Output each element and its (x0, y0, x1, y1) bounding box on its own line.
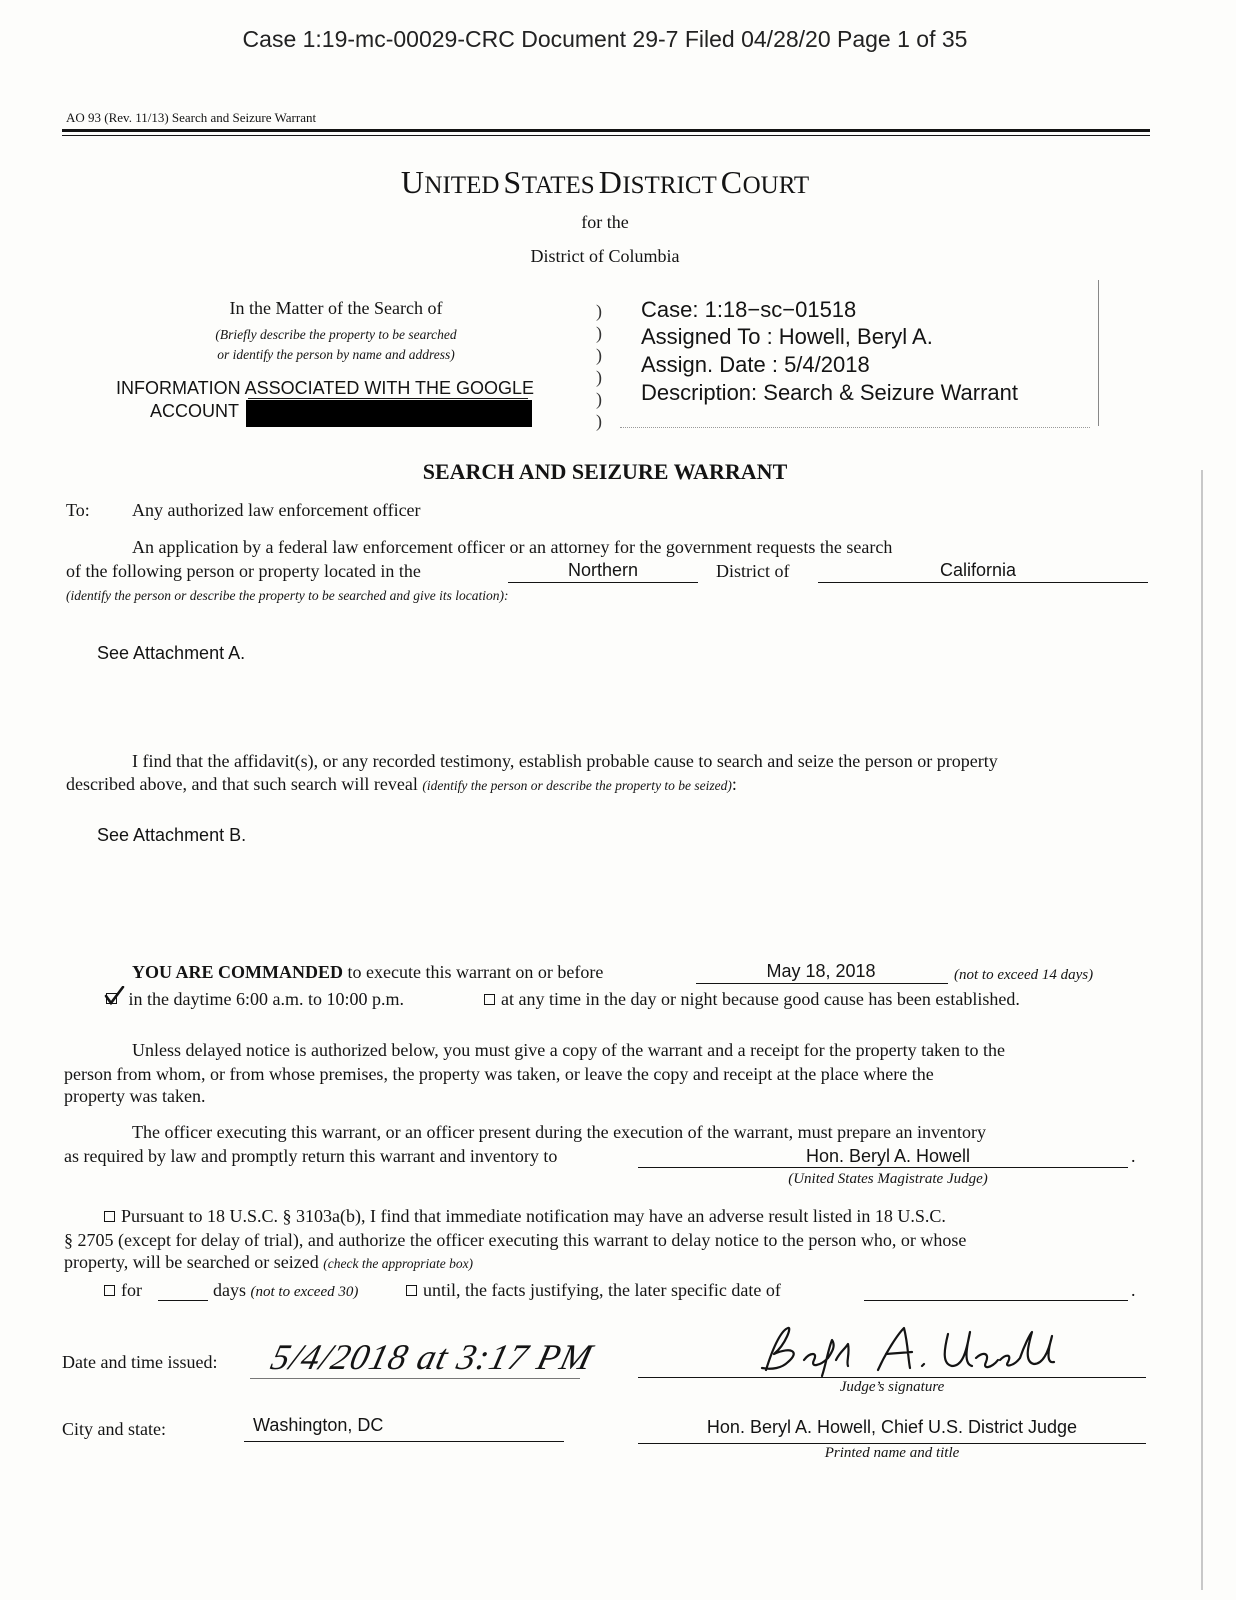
district-of-label: District of (716, 561, 790, 581)
issued-line (250, 1378, 580, 1379)
form-id: AO 93 (Rev. 11/13) Search and Seizure Warrant (66, 110, 317, 125)
for-the: for the (581, 212, 629, 232)
assigned-to: Assigned To : Howell, Beryl A. (641, 324, 933, 349)
delay-line-1: Pursuant to 18 U.S.C. § 3103a(b), I find that immediate notification may have an adverse result listed in 18 U.S.C. (104, 1206, 946, 1227)
matter-subject-line-2: ACCOUNT (150, 401, 239, 421)
checkbox-delay[interactable] (104, 1211, 115, 1222)
assign-date: Assign. Date : 5/4/2018 (641, 352, 870, 377)
inventory-caption: (United States Magistrate Judge) (788, 1171, 988, 1187)
inventory-recipient-line (638, 1167, 1128, 1168)
matter-subject-line-1: INFORMATION ASSOCIATED WITH THE GOOGLE (116, 378, 535, 398)
printed-name-caption: Printed name and title (824, 1445, 960, 1461)
checkbox-daytime-checked[interactable] (104, 990, 124, 1006)
district-value-line (508, 582, 698, 583)
to-value: Any authorized law enforcement officer (132, 500, 421, 520)
finding-line-2: described above, and that such search will reveal (identify the person or describe the property to be seized): (66, 774, 737, 794)
warrant-title: SEARCH AND SEIZURE WARRANT (422, 459, 788, 484)
stamp-border-bottom (620, 427, 1090, 428)
header-rule-thick (62, 129, 1150, 132)
redaction-box (246, 400, 532, 427)
scan-edge (1201, 470, 1203, 1590)
checkmark-icon (104, 986, 126, 1006)
application-line-1: An application by a federal law enforcement officer or an attorney for the government requests the search (132, 537, 893, 557)
option-anytime: at any time in the day or night because good cause has been established. (484, 989, 1020, 1010)
header-rule-thin (62, 135, 1150, 136)
command-date-line (696, 983, 948, 984)
city-line (244, 1441, 564, 1442)
delay-until-option: until, the facts justifying, the later specific date of (406, 1280, 781, 1301)
checkbox-delay-until[interactable] (406, 1285, 417, 1296)
judge-signature-line (638, 1377, 1146, 1378)
case-number: Case: 1:18−sc−01518 (641, 297, 857, 322)
court-word-3: DISTRICT (598, 164, 717, 200)
matter-instruction-1: (Briefly describe the property to be searched (215, 327, 457, 342)
option-daytime: in the daytime 6:00 a.m. to 10:00 p.m. (104, 989, 404, 1010)
delay-days-input-line[interactable] (158, 1300, 208, 1301)
application-line-2: of the following person or property located in the (66, 561, 421, 581)
finding-line-1: I find that the affidavit(s), or any recorded testimony, establish probable cause to search and seize the person or property (132, 751, 998, 771)
court-word-2: STATES (503, 164, 595, 200)
stamp-border-right (1098, 280, 1099, 426)
inventory-line-1: The officer executing this warrant, or an officer present during the execution of the warrant, must prepare an inventory (132, 1122, 987, 1142)
application-instruction: (identify the person or describe the property to be searched and give its location): (66, 588, 509, 603)
delay-period: . (1131, 1280, 1136, 1300)
district-value: Northern (567, 560, 639, 580)
delay-for-option: for (104, 1280, 142, 1301)
command-line: YOU ARE COMMANDED to execute this warrant on or before (132, 962, 604, 982)
inventory-line-2: as required by law and promptly return this warrant and inventory to (64, 1146, 558, 1166)
delay-line-3: property, will be searched or seized (check the appropriate box) (64, 1252, 474, 1272)
paren-column: ) ) ) ) ) ) (596, 301, 602, 431)
judge-signature-caption: Judge’s signature (839, 1379, 945, 1395)
inventory-period: . (1131, 1146, 1136, 1166)
district-name: District of Columbia (530, 246, 680, 266)
attachment-a: See Attachment A. (97, 643, 246, 663)
matter-instruction-2: or identify the person by name and address) (217, 347, 455, 362)
notice-line-2: person from whom, or from whose premises, the property was taken, or leave the copy and receipt at the place where the (64, 1064, 934, 1084)
attachment-b: See Attachment B. (97, 825, 247, 845)
to-label: To: (66, 500, 90, 520)
judge-signature-scribble (752, 1324, 1062, 1380)
city-label: City and state: (62, 1419, 166, 1439)
court-title (0, 164, 1210, 201)
issued-label: Date and time issued: (62, 1352, 218, 1372)
notice-line-1: Unless delayed notice is authorized below, you must give a copy of the warrant and a receipt for the property taken to the (132, 1040, 1006, 1060)
court-word-1: UNITED (400, 164, 500, 200)
notice-line-3: property was taken. (64, 1086, 206, 1106)
court-word-4: COURT (720, 164, 810, 200)
command-date-value: May 18, 2018 (766, 961, 876, 981)
delay-line-2: § 2705 (except for delay of trial), and authorize the officer executing this warrant to delay notice to the person who, or whose (64, 1230, 967, 1250)
matter-subject-underline (248, 398, 528, 399)
inventory-recipient: Hon. Beryl A. Howell (805, 1146, 971, 1166)
printed-name: Hon. Beryl A. Howell, Chief U.S. District Judge (706, 1417, 1078, 1437)
case-description: Description: Search & Seizure Warrant (641, 380, 1018, 405)
state-value: California (939, 560, 1017, 580)
checkbox-delay-days[interactable] (104, 1285, 115, 1296)
delay-days-label: days (not to exceed 30) (213, 1280, 359, 1300)
matter-heading: In the Matter of the Search of (229, 298, 443, 318)
delay-date-line[interactable] (864, 1300, 1128, 1301)
printed-name-line (638, 1443, 1146, 1444)
issued-handwritten-value: 5/4/2018 at 3:17 PM (267, 1337, 597, 1377)
city-value: Washington, DC (253, 1415, 384, 1435)
state-value-line (818, 582, 1148, 583)
checkbox-anytime[interactable] (484, 994, 495, 1005)
command-limit-note: (not to exceed 14 days) (954, 967, 1094, 983)
case-header-stamp: Case 1:19-mc-00029-CRC Document 29-7 Filed 04/28/20 Page 1 of 35 (242, 26, 968, 52)
